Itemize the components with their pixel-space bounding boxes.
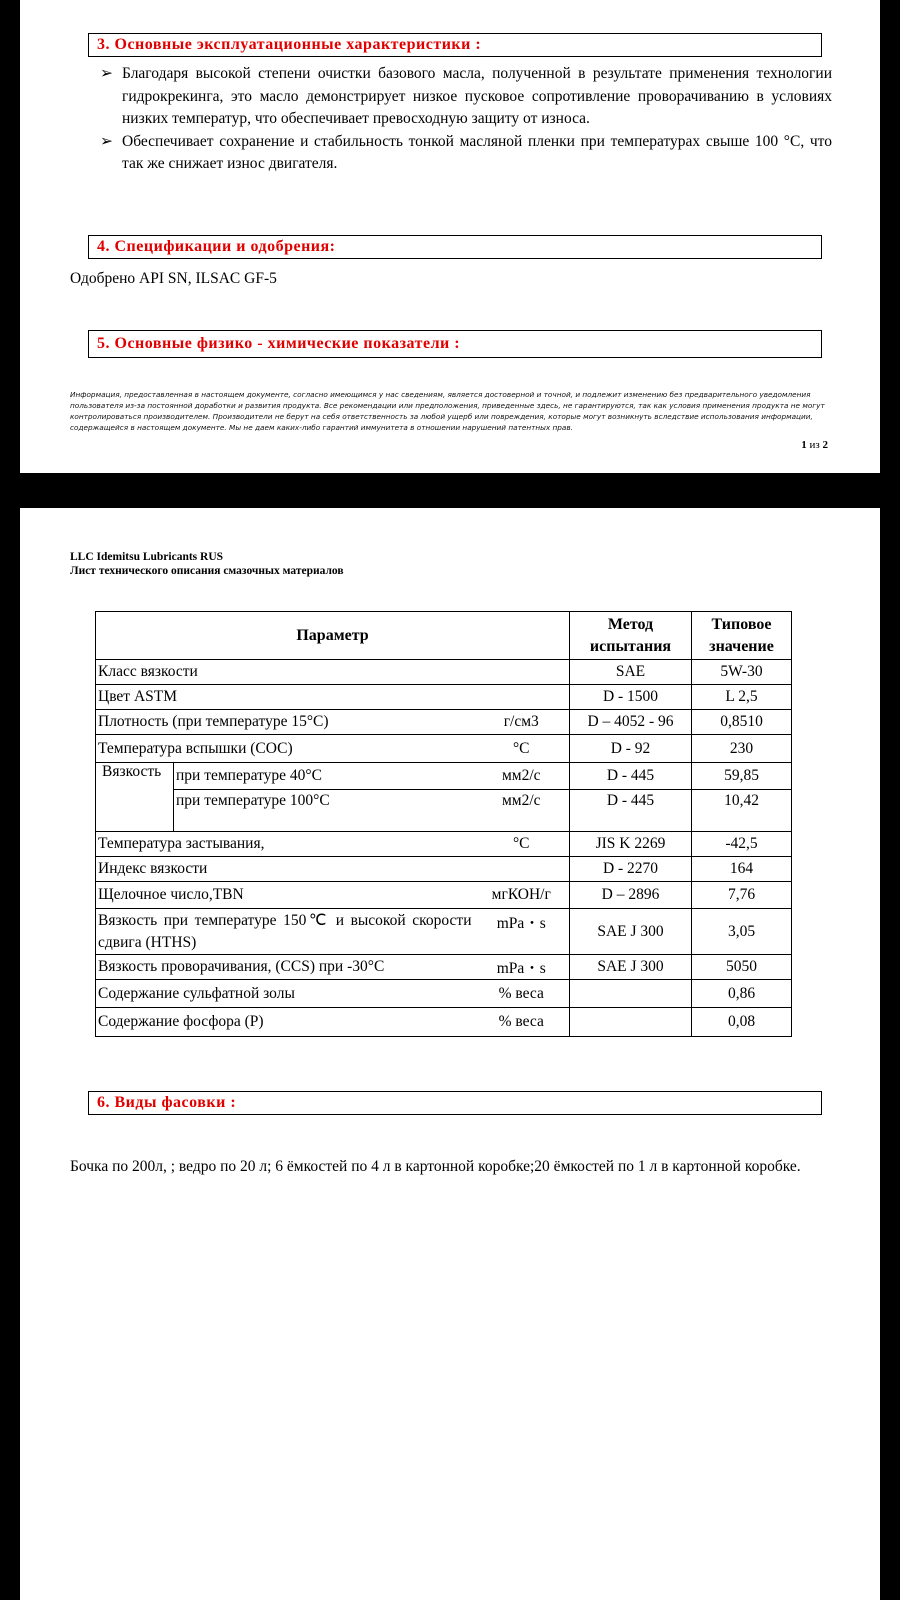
table-row: при температуре 100°С мм2/с D - 445 10,42: [96, 790, 792, 832]
document-page-1: [20, 0, 880, 473]
list-item: ➢ Обеспечивает сохранение и стабильность тонкой масляной пленки при температурах свыше 100 °С, что так же снижает износ двигателя.: [100, 132, 832, 172]
table-row: Цвет ASTM D - 1500 L 2,5: [96, 685, 792, 710]
table-row: Температура застывания, °С JIS K 2269 -42,5: [96, 832, 792, 857]
table-row: Содержание сульфатной золы % веса 0,86: [96, 980, 792, 1008]
table-header-row: [96, 612, 792, 660]
section-5-heading: 5. Основные физико - химические показатели :: [88, 330, 822, 358]
company-name: LLC Idemitsu Lubricants RUS: [70, 551, 224, 563]
section-3-heading: 3. Основные эксплуатационные характеристики :: [88, 33, 822, 57]
table-row: Щелочное число,TBN мгКОН/г D – 2896 7,76: [96, 882, 792, 909]
table-row: Индекс вязкости D - 2270 164: [96, 857, 792, 882]
header-method: Метод испытания: [570, 612, 692, 660]
table-row: Плотность (при температуре 15°С) г/см3 D – 4052 - 96 0,8510: [96, 710, 792, 735]
table-row: Температура вспышки (СОС) °С D - 92 230: [96, 735, 792, 763]
table-row: Вязкость при температуре 40°С мм2/с D - 445 59,85: [96, 763, 792, 790]
arrow-bullet-icon: ➢: [100, 132, 113, 150]
table-row: Класс вязкости SAE 5W-30: [96, 660, 792, 685]
approvals-text: Одобрено API SN, ILSAC GF-5: [70, 270, 277, 287]
section-3-bullet-list: [100, 63, 832, 176]
table-row: Вязкость проворачивания, (CCS) при -30°С mPa・s SAE J 300 5050: [96, 955, 792, 980]
disclaimer-text: Информация, предоставленная в настоящем документе, согласно имеющимся у нас сведениям, является достоверной и точной, и подлежит изменению без предварительного уведомления пользователя из-за постоянной доработки и развития продукта. Все рекомендации или предположения, приведенные здесь, не гарантируются, так как условия применения продукта не могут контролироваться производителем. Производители не берут на себя ответственность за любой ущерб или повреждения, которые могут возникнуть вследствие использования информации, содержащейся в настоящем документе. Мы не даем каких-либо гарантий иммунитета в отношении нарушений патентных прав.: [70, 390, 825, 432]
header-value: Типовое значение: [692, 612, 792, 660]
document-header: [70, 550, 344, 578]
document-title: Лист технического описания смазочных материалов: [70, 565, 344, 577]
section-6-heading: 6. Виды фасовки :: [88, 1091, 822, 1115]
header-parameter: Параметр: [96, 612, 570, 660]
table-row: Содержание фосфора (Р) % веса 0,08: [96, 1008, 792, 1037]
list-item: ➢ Благодаря высокой степени очистки базового масла, полученной в результате применения технологии гидрокрекинга, это масло демонстрирует низкое пусковое сопротивление проворачиванию в условиях низких температур, что обеспечивает превосходную защиту от износа.: [100, 65, 832, 127]
specs-table: [95, 611, 792, 1037]
table-row: Вязкость при температуре 150℃ и высокой скорости сдвига (HTHS) mPa・s SAE J 300 3,05: [96, 909, 792, 955]
packaging-text: Бочка по 200л, ; ведро по 20 л; 6 ёмкостей по 4 л в картонной коробке;20 ёмкостей по 1 л в картонной коробке.: [70, 1158, 801, 1175]
section-4-heading: 4. Спецификации и одобрения:: [88, 235, 822, 259]
arrow-bullet-icon: ➢: [100, 65, 113, 82]
document-page-2: [20, 508, 880, 1600]
page-number: 1 из 2: [801, 439, 828, 451]
